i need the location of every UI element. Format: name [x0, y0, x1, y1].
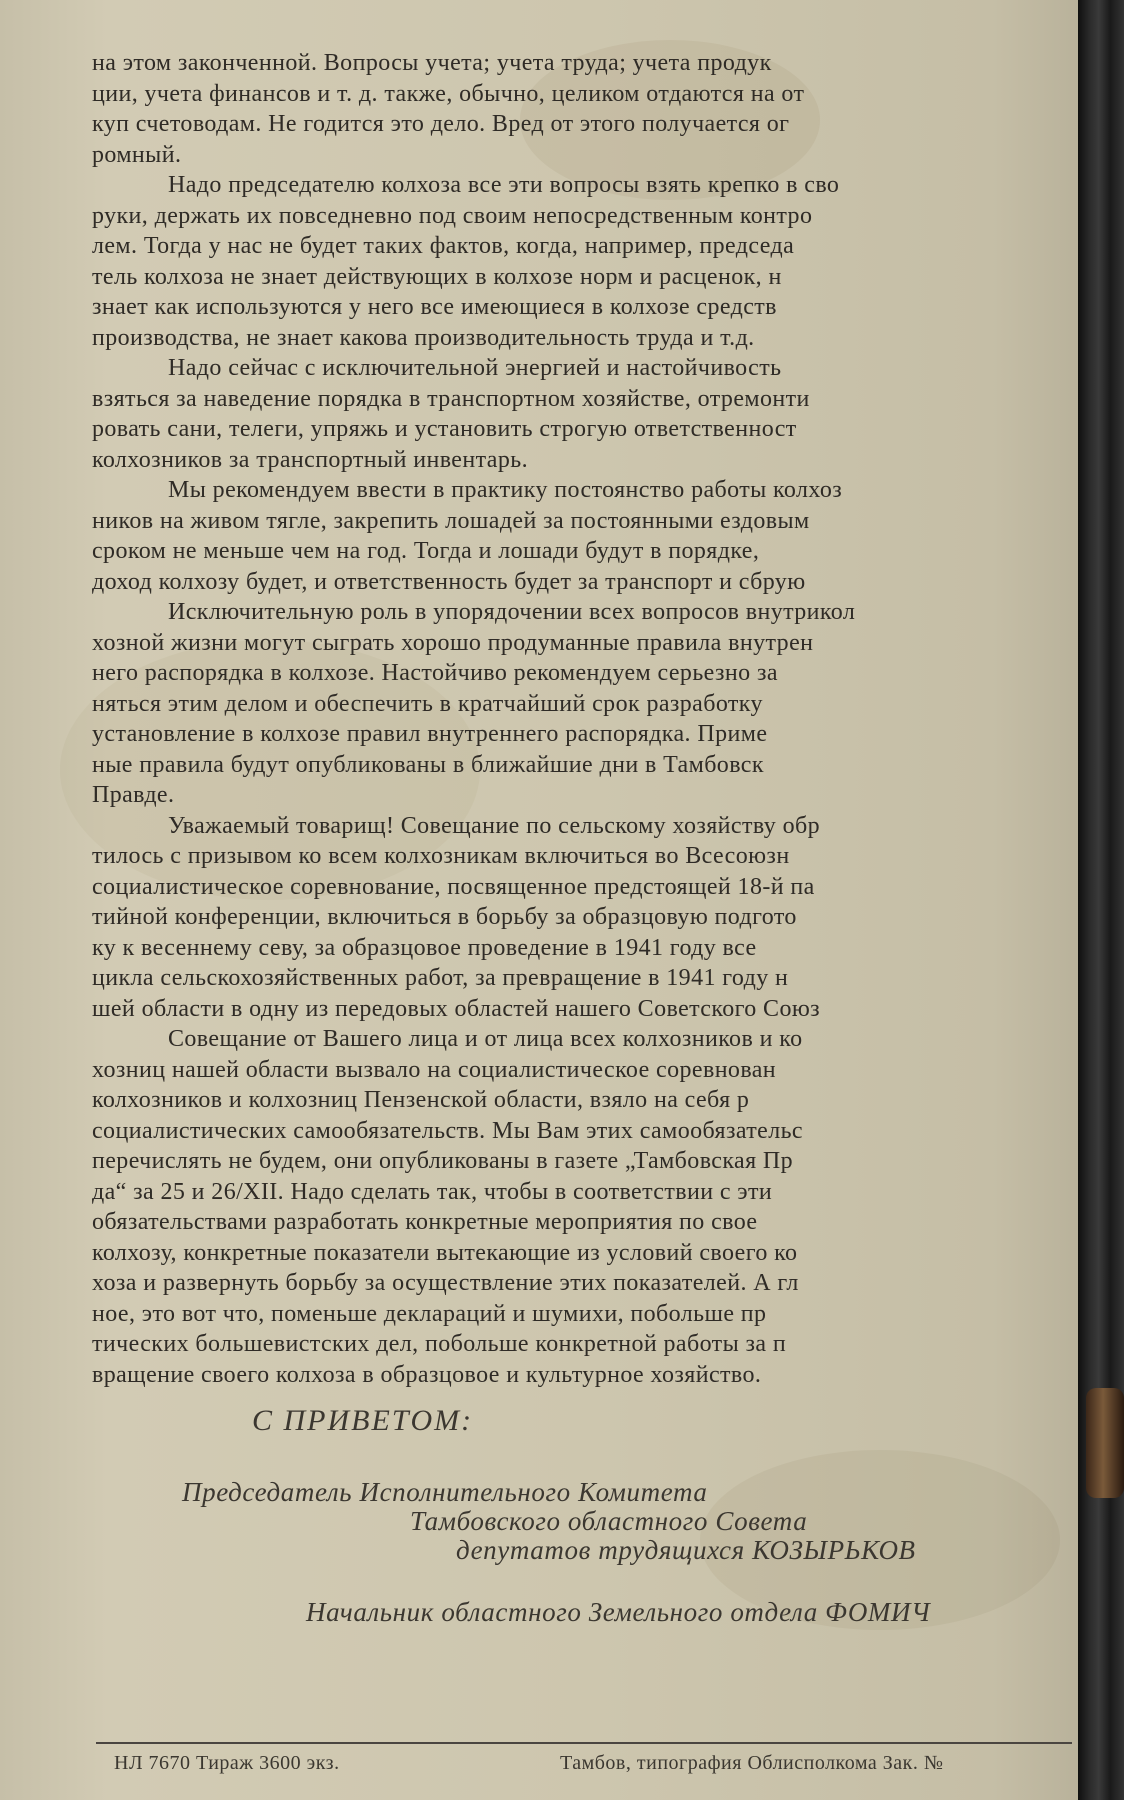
page-binding-edge	[1078, 0, 1124, 1800]
text-line: социалистических самообязательств. Мы Вам этих самообязательс	[92, 1117, 803, 1144]
text-line: лем. Тогда у нас не будет таких фактов, когда, например, председа	[92, 233, 795, 259]
text-line: колхозников за транспортный инвентарь.	[92, 446, 528, 473]
text-line: обязательствами разработать конкретные мероприятия по свое	[92, 1209, 758, 1235]
text-line: хозниц нашей области вызвало на социалистическое соревнован	[92, 1056, 777, 1083]
footer-divider	[96, 1742, 1072, 1744]
text-line: него распорядка в колхозе. Настойчиво рекомендуем серьезно за	[92, 660, 778, 686]
text-line: установление в колхозе правил внутреннего распорядка. Приме	[92, 721, 768, 747]
print-run-imprint: НЛ 7670 Тираж 3600 экз.	[114, 1752, 340, 1774]
text-line: доход колхозу будет, и ответственность будет за транспорт и сбрую	[92, 568, 806, 595]
binding-clip	[1086, 1388, 1124, 1498]
text-line: ку к весеннему севу, за образцовое проведение в 1941 году все	[92, 934, 757, 961]
text-line: социалистическое соревнование, посвященное предстоящей 18-й па	[92, 873, 815, 900]
text-line: руки, держать их повседневно под своим непосредственным контро	[92, 202, 813, 229]
signature-line: депутатов трудящихся КОЗЫРЬКОВ	[456, 1535, 916, 1565]
text-line: тийной конференции, включиться в борьбу за образцовую подгото	[92, 904, 797, 930]
text-line: хоза и развернуть борьбу за осуществление этих показателей. А гл	[92, 1270, 799, 1296]
letter-body	[92, 48, 1078, 1390]
text-line: взяться за наведение порядка в транспортном хозяйстве, отремонти	[92, 385, 810, 412]
text-line: ции, учета финансов и т. д. также, обычно, целиком отдаются на от	[92, 80, 805, 107]
text-line: Совещание от Вашего лица и от лица всех колхозников и ко	[168, 1026, 803, 1052]
text-line: куп счетоводам. Не годится это дело. Вред от этого получается ог	[92, 111, 790, 137]
text-line: Правде.	[92, 782, 175, 808]
text-line: тилось с призывом ко всем колхозникам включиться во Всесоюзн	[92, 843, 790, 869]
text-line: сроком не меньше чем на год. Тогда и лошади будут в порядке,	[92, 538, 760, 564]
text-line: няться этим делом и обеспечить в кратчайший срок разработку	[92, 690, 763, 717]
text-line: производства, не знает какова производительность труда и т.д.	[92, 324, 755, 351]
text-line: Уважаемый товарищ! Совещание по сельскому хозяйству обр	[168, 812, 820, 839]
text-line: колхозников и колхозниц Пензенской области, взяло на себя р	[92, 1087, 750, 1113]
text-line: Мы рекомендуем ввести в практику постоянство работы колхоз	[168, 477, 843, 503]
text-line: колхозу, конкретные показатели вытекающие из условий своего ко	[92, 1239, 798, 1266]
text-line: на этом законченной. Вопросы учета; учета труда; учета продук	[92, 50, 772, 76]
text-line: ромный.	[92, 141, 182, 168]
text-line: ровать сани, телеги, упряжь и установить строгую ответственност	[92, 416, 797, 442]
signature-line: Начальник областного Земельного отдела ФОМИЧ	[306, 1597, 931, 1627]
text-line: перечислять не будем, они опубликованы в газете „Тамбовская Пр	[92, 1148, 794, 1174]
text-line: Исключительную роль в упорядочении всех вопросов внутрикол	[168, 599, 856, 625]
text-line: тель колхоза не знает действующих в колхозе норм и расценок, н	[92, 263, 782, 290]
text-line: знает как используются у него все имеющиеся в колхозе средств	[92, 294, 777, 320]
closing-greeting: С ПРИВЕТОМ:	[252, 1404, 474, 1437]
text-line: тических большевистских дел, побольше конкретной работы за п	[92, 1331, 787, 1357]
text-line: ников на живом тягле, закрепить лошадей за постоянными ездовым	[92, 507, 810, 534]
text-line: Надо сейчас с исключительной энергией и настойчивость	[168, 355, 782, 381]
text-line: цикла сельскохозяйственных работ, за превращение в 1941 году н	[92, 965, 789, 991]
text-line: да“ за 25 и 26/XII. Надо сделать так, чтобы в соответствии с эти	[92, 1178, 773, 1205]
printer-imprint: Тамбов, типография Облисполкома Зак. №	[560, 1752, 944, 1774]
text-line: ные правила будут опубликованы в ближайшие дни в Тамбовск	[92, 751, 764, 778]
text-line: ное, это вот что, поменьше деклараций и шумихи, побольше пр	[92, 1300, 767, 1327]
text-line: вращение своего колхоза в образцовое и культурное хозяйство.	[92, 1361, 762, 1388]
text-line: шей области в одну из передовых областей нашего Советского Союз	[92, 995, 821, 1022]
signature-line: Тамбовского областного Совета	[410, 1506, 808, 1536]
text-line: хозной жизни могут сыграть хорошо продуманные правила внутрен	[92, 629, 814, 656]
text-line: Надо председателю колхоза все эти вопросы взять крепко в сво	[168, 172, 840, 198]
signature-line: Председатель Исполнительного Комитета	[182, 1477, 708, 1507]
